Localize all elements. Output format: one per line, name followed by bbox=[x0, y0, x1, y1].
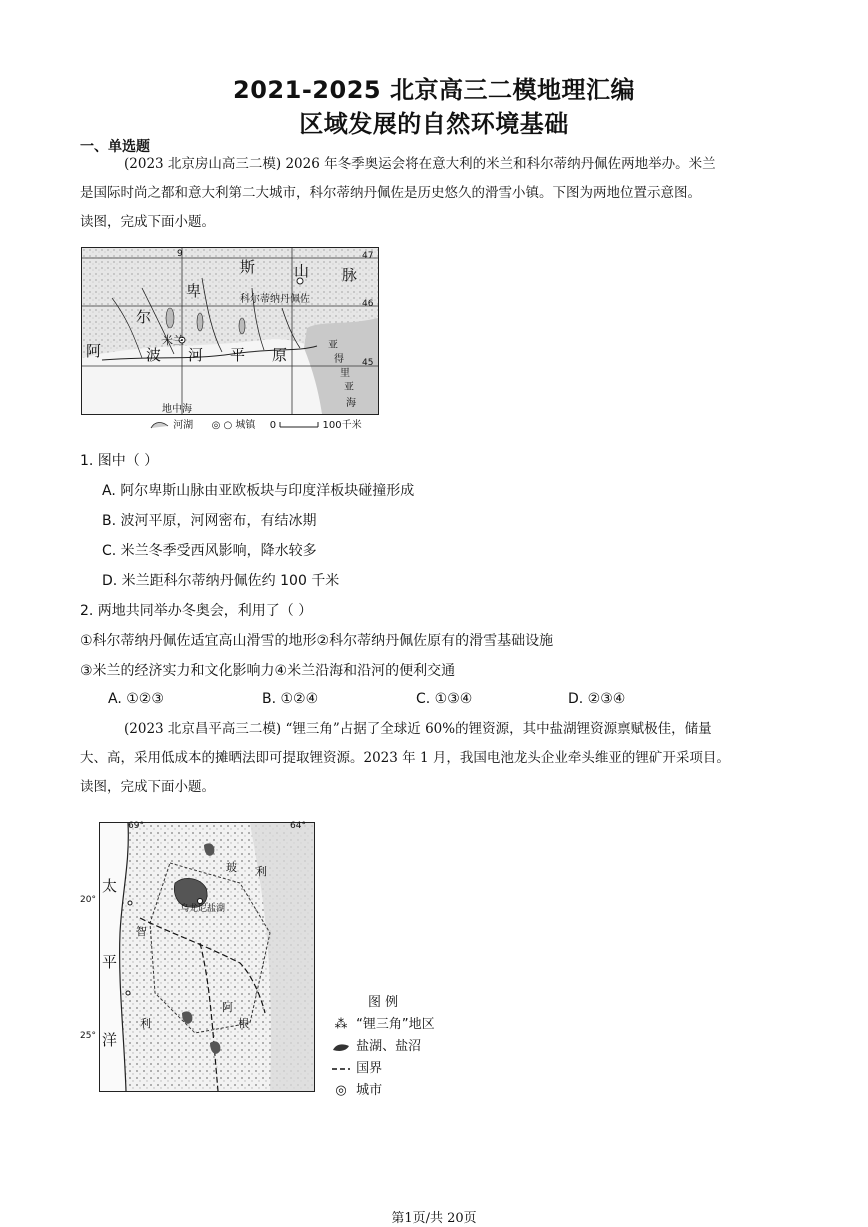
map1-label-adriatic-5: 海 bbox=[346, 398, 356, 409]
map2-lat25: 25° bbox=[80, 1031, 96, 1041]
q2-stem: 2. 两地共同举办冬奥会，利用了（ ） bbox=[80, 603, 313, 619]
q1-stem: 1. 图中（ ） bbox=[80, 453, 159, 469]
map1-lon9: 9 bbox=[177, 249, 183, 259]
map2-lon64: 64° bbox=[290, 821, 306, 831]
legend2-item-2: 盐湖、盐沼 bbox=[356, 1039, 422, 1054]
intro1-line1: (2023 北京房山高三二模) 2026 年冬季奥运会将在意大利的米兰和科尔蒂纳丹佩佐两地举办。米兰 bbox=[124, 156, 716, 172]
legend2-item-1: “锂三角”地区 bbox=[356, 1017, 435, 1032]
border-icon bbox=[330, 1058, 352, 1080]
legend-lake-label: 河湖 bbox=[173, 420, 194, 431]
q1-option-b: B. 波河平原，河网密布，有结冰期 bbox=[102, 513, 317, 529]
map1-terrain bbox=[82, 248, 378, 414]
legend-scale-zero: 0 bbox=[269, 420, 277, 431]
scale-bar-icon bbox=[279, 421, 319, 429]
intro2-line2: 大、高，采用低成本的摊晒法即可提取锂资源。2023 年 1 月，我国电池龙头企业牵头维亚的锂矿开采项目。 bbox=[80, 750, 730, 766]
map-lithium-triangle bbox=[80, 821, 315, 1092]
map2-terrain bbox=[100, 823, 314, 1091]
legend2-title: 图 例 bbox=[368, 995, 399, 1010]
map1-label-bo: 波 bbox=[146, 346, 162, 364]
q2-statement-line1: ①科尔蒂纳丹佩佐适宜高山滑雪的地形②科尔蒂纳丹佩佐原有的滑雪基础设施 bbox=[80, 633, 554, 649]
map2-label-a: 阿 bbox=[222, 1001, 233, 1014]
map1-label-shan: 山 bbox=[294, 262, 310, 280]
map2-label-zhi: 智 bbox=[136, 925, 147, 938]
section-heading: 一、单选题 bbox=[80, 139, 150, 155]
intro2-line1: (2023 北京昌平高三二模) “锂三角”占据了全球近 60%的锂资源，其中盐湖锂资源禀赋极佳，储量 bbox=[124, 721, 712, 737]
legend-town-label: 城镇 bbox=[235, 420, 256, 431]
page-footer: 第1页/共 20页 bbox=[391, 1211, 477, 1226]
map2-legend bbox=[330, 992, 435, 1102]
map1-lat45: 45 bbox=[362, 358, 374, 368]
map2-label-salt-lake: 乌尤尼盐湖 bbox=[180, 904, 226, 914]
intro1-line2: 是国际时尚之都和意大利第二大城市，科尔蒂纳丹佩佐是历史悠久的滑雪小镇。下图为两地位置示意图。 bbox=[80, 185, 701, 201]
map1-label-si: 斯 bbox=[240, 258, 256, 276]
q2-choice-c: C. ①③④ bbox=[416, 691, 473, 707]
page-title-line1: 2021-2025 北京高三二模地理汇编 bbox=[233, 76, 635, 104]
map1-label-adriatic-2: 得 bbox=[334, 354, 344, 365]
lake-icon bbox=[150, 420, 170, 430]
legend2-item-3: 国界 bbox=[356, 1061, 383, 1076]
map2-label-tai: 太 bbox=[102, 877, 118, 895]
map2-label-yang: 洋 bbox=[102, 1031, 118, 1049]
map1-label-er: 尔 bbox=[136, 308, 152, 326]
q1-option-a: A. 阿尔卑斯山脉由亚欧板块与印度洋板块碰撞形成 bbox=[102, 483, 415, 499]
map1-label-he: 河 bbox=[188, 346, 204, 364]
q2-statement-line2: ③米兰的经济实力和文化影响力④米兰沿海和沿河的便利交通 bbox=[80, 663, 456, 679]
map1-legend bbox=[150, 416, 362, 431]
q1-option-c: C. 米兰冬季受西风影响，降水较多 bbox=[102, 543, 317, 559]
map1-label-adriatic-3: 里 bbox=[340, 368, 350, 379]
page-title-line2: 区域发展的自然环境基础 bbox=[299, 110, 569, 138]
map2-lon69: 69° bbox=[128, 821, 144, 831]
map1-label-cortina: 科尔蒂纳丹佩佐 bbox=[240, 294, 310, 305]
q2-choice-a: A. ①②③ bbox=[108, 691, 164, 707]
map1-label-a: 阿 bbox=[86, 342, 102, 360]
map2-label-li: 利 bbox=[140, 1017, 151, 1030]
town-icon: ◎ ○ bbox=[211, 420, 233, 431]
q1-option-d: D. 米兰距科尔蒂纳丹佩佐约 100 千米 bbox=[102, 573, 340, 589]
intro1-line3: 读图，完成下面小题。 bbox=[80, 214, 215, 230]
map1-lat47: 47 bbox=[362, 251, 374, 261]
map1-label-yuan: 原 bbox=[272, 346, 288, 364]
q2-choice-b: B. ①②④ bbox=[262, 691, 319, 707]
map1-label-adriatic-4: 亚 bbox=[344, 382, 354, 393]
map2-label-li2: 利 bbox=[256, 865, 267, 878]
city-icon: ◎ bbox=[335, 1083, 347, 1098]
map1-label-mediterranean: 地中海 bbox=[162, 404, 192, 415]
q2-choice-d: D. ②③④ bbox=[568, 691, 626, 707]
map1-label-milan: 米兰 bbox=[162, 334, 184, 347]
map1-label-adriatic-1: 亚 bbox=[328, 340, 338, 351]
map-milan-cortina bbox=[81, 247, 379, 415]
intro-paragraph-1 bbox=[80, 150, 790, 237]
lithium-triangle-icon: ⁂ bbox=[334, 1017, 348, 1032]
intro2-line3: 读图，完成下面小题。 bbox=[80, 779, 215, 795]
map1-lat46: 46 bbox=[362, 299, 374, 309]
map2-label-ping: 平 bbox=[102, 953, 118, 971]
salt-lake-icon bbox=[330, 1036, 352, 1058]
map2-label-bo: 玻 bbox=[226, 861, 237, 874]
map2-lat20: 20° bbox=[80, 895, 96, 905]
intro-paragraph-2 bbox=[80, 715, 790, 802]
map1-label-bei: 卑 bbox=[186, 282, 202, 300]
legend-scale-end: 100千米 bbox=[322, 420, 362, 431]
map1-label-mai: 脉 bbox=[342, 266, 358, 284]
legend2-item-4: 城市 bbox=[356, 1083, 383, 1098]
map1-label-ping: 平 bbox=[230, 346, 246, 364]
map2-label-gen: 根 bbox=[238, 1017, 249, 1030]
